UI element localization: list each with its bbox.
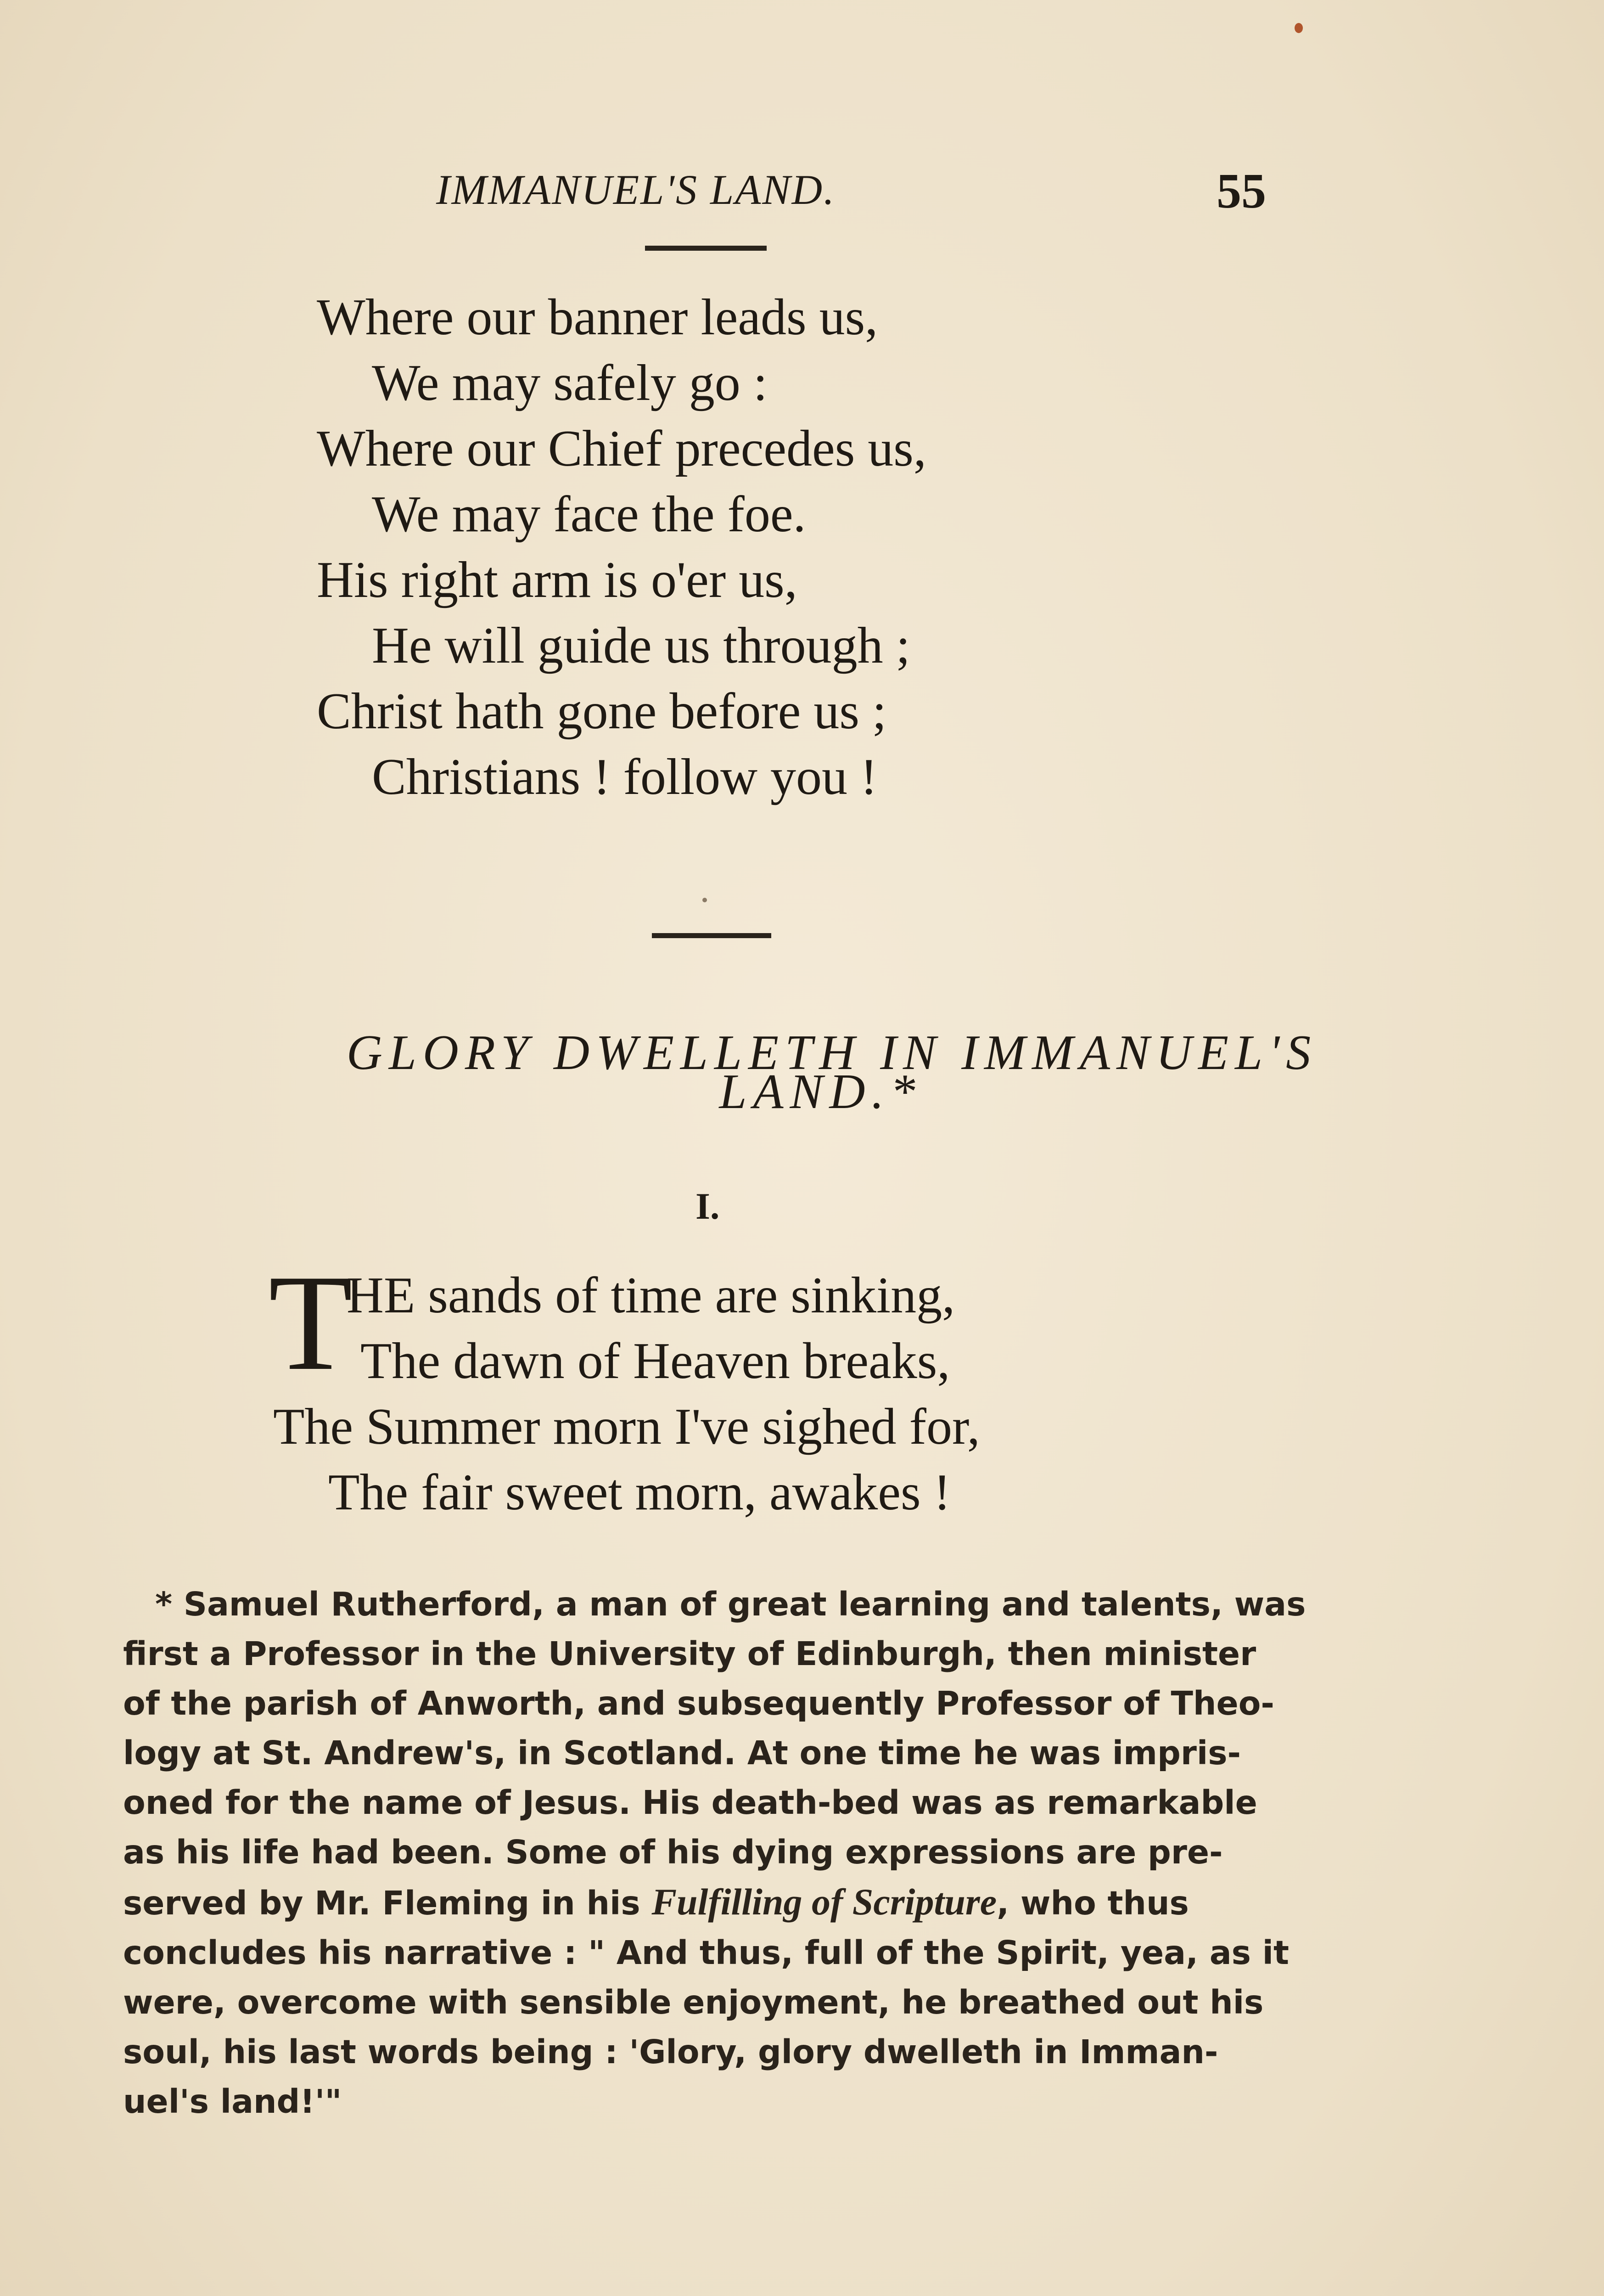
- footnote-line: concludes his narrative : " And thus, full of the Spirit, yea, as it: [123, 1934, 1289, 1972]
- hymn-title: GLORY DWELLETH IN IMMANUEL'S: [346, 1025, 1318, 1080]
- verse-line: HE sands of time are sinking,: [347, 1267, 955, 1324]
- footnote-line: oned for the name of Jesus. His death-bed was as remarkable: [123, 1784, 1257, 1822]
- drop-cap: T: [269, 1246, 353, 1399]
- footnote-text: served by Mr. Fleming in his: [123, 1884, 640, 1922]
- verse-line: Christians ! follow you !: [372, 748, 878, 805]
- running-head: IMMANUEL'S LAND.: [436, 166, 836, 213]
- verse-line: The dawn of Heaven breaks,: [360, 1333, 950, 1390]
- paper-speck: [1295, 23, 1303, 33]
- verse-line: Christ hath gone before us ;: [317, 683, 887, 740]
- verse-line: The Summer morn I've sighed for,: [273, 1398, 980, 1455]
- footnote-text: , who thus: [997, 1884, 1189, 1922]
- verse-line: He will guide us through ;: [372, 617, 910, 674]
- page-number: 55: [1217, 164, 1266, 219]
- footnote-line: soul, his last words being : 'Glory, glory dwelleth in Imman-: [123, 2033, 1218, 2071]
- footnote-line: uel's land!'": [123, 2082, 342, 2121]
- footnote: [123, 1580, 1312, 2127]
- verse-line: Where our banner leads us,: [317, 289, 878, 346]
- verse-line: Where our Chief precedes us,: [317, 420, 926, 477]
- verse-line: His right arm is o'er us,: [317, 551, 797, 608]
- footnote-line: of the parish of Anworth, and subsequently Professor of Theo-: [123, 1684, 1274, 1722]
- hymn-title-continued: LAND.*: [719, 1064, 922, 1119]
- verse-line: The fair sweet morn, awakes !: [328, 1464, 951, 1521]
- book-title: Fulfilling of Scripture: [651, 1881, 997, 1923]
- verse-line: We may safely go :: [372, 355, 768, 411]
- footnote-line: first a Professor in the University of Edinburgh, then minister: [123, 1635, 1256, 1673]
- section-numeral: I.: [695, 1185, 720, 1227]
- paper-speck: [702, 898, 707, 902]
- footnote-line: [123, 1877, 1312, 1928]
- hymn-stanza: [273, 1263, 980, 1525]
- stanza-continued: [317, 285, 926, 810]
- footnote-line: * Samuel Rutherford, a man of great learning and talents, was: [155, 1585, 1306, 1623]
- verse-line: We may face the foe.: [372, 486, 806, 543]
- section-rule: [652, 933, 771, 938]
- top-rule: [645, 246, 767, 251]
- footnote-line: were, overcome with sensible enjoyment, he breathed out his: [123, 1983, 1264, 2021]
- footnote-line: logy at St. Andrew's, in Scotland. At one time he was impris-: [123, 1734, 1241, 1772]
- footnote-line: as his life had been. Some of his dying expressions are pre-: [123, 1833, 1223, 1871]
